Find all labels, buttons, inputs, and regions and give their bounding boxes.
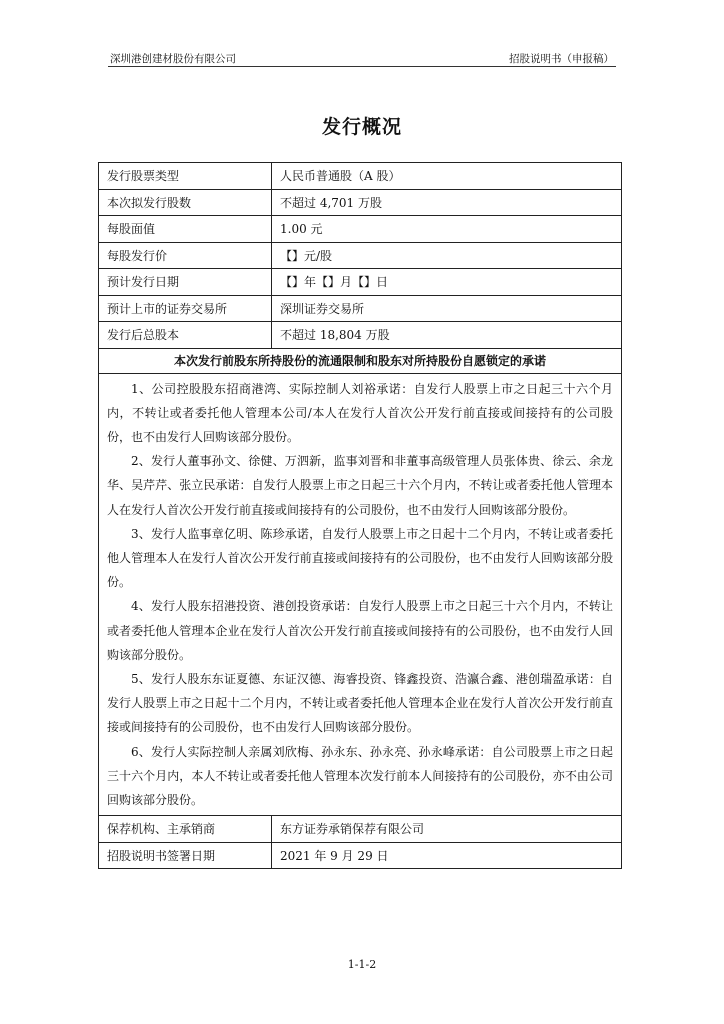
table-row bbox=[99, 842, 622, 869]
row-value: 不超过 18,804 万股 bbox=[272, 322, 622, 349]
table-row bbox=[99, 242, 622, 269]
table-row bbox=[99, 163, 622, 190]
row-label: 每股面值 bbox=[99, 216, 272, 243]
commitments-body bbox=[99, 373, 622, 816]
table-row bbox=[99, 216, 622, 243]
table-row bbox=[99, 348, 622, 373]
row-value: 东方证券承销保荐有限公司 bbox=[272, 816, 622, 843]
row-value: 深圳证券交易所 bbox=[272, 295, 622, 322]
commitment-paragraph: 2、发行人董事孙文、徐健、万泗新，监事刘晋和非董事高级管理人员张体贵、徐云、余龙华、吴芹芹、张立民承诺：自发行人股票上市之日起三十六个月内，不转让或者委托他人管理本人在发行人首次公开发行前直接或间接持有的公司股份，也不由发行人回购该部分股份。 bbox=[107, 454, 613, 517]
header-company-name: 深圳港创建材股份有限公司 bbox=[110, 53, 236, 65]
table-row bbox=[99, 189, 622, 216]
commitment-paragraph: 1、公司控股股东招商港湾、实际控制人刘裕承诺：自发行人股票上市之日起三十六个月内，不转让或者委托他人管理本公司/本人在发行人首次公开发行前直接或间接持有的公司股份，也不由发行人回购该部分股份。 bbox=[107, 381, 613, 444]
row-value: 人民币普通股（A 股） bbox=[272, 163, 622, 190]
table-row bbox=[99, 373, 622, 816]
commitments-heading: 本次发行前股东所持股份的流通限制和股东对所持股份自愿锁定的承诺 bbox=[99, 348, 622, 373]
row-label: 发行后总股本 bbox=[99, 322, 272, 349]
row-label: 招股说明书签署日期 bbox=[99, 842, 272, 869]
page-title: 发行概况 bbox=[321, 116, 402, 138]
row-value: 1.00 元 bbox=[272, 216, 622, 243]
issuance-overview-table bbox=[98, 162, 622, 869]
row-value: 2021 年 9 月 29 日 bbox=[272, 842, 622, 869]
table-row bbox=[99, 816, 622, 843]
table-row bbox=[99, 269, 622, 296]
page-number: 1-1-2 bbox=[347, 958, 377, 971]
row-label: 预计发行日期 bbox=[99, 269, 272, 296]
row-label: 每股发行价 bbox=[99, 242, 272, 269]
commitment-paragraph: 6、发行人实际控制人亲属刘欣梅、孙永东、孙永亮、孙永峰承诺：自公司股票上市之日起三十六个月内，本人不转让或者委托他人管理本次发行前本人间接持有的公司股份，亦不由公司回购该部分股份。 bbox=[107, 744, 613, 807]
table-row bbox=[99, 322, 622, 349]
row-label: 保荐机构、主承销商 bbox=[99, 816, 272, 843]
table-row bbox=[99, 295, 622, 322]
row-label: 发行股票类型 bbox=[99, 163, 272, 190]
commitment-paragraph: 3、发行人监事章亿明、陈珍承诺，自发行人股票上市之日起十二个月内，不转让或者委托他人管理本人在发行人首次公开发行前直接或间接持有的公司股份，也不由发行人回购该部分股份。 bbox=[107, 526, 613, 590]
row-value: 不超过 4,701 万股 bbox=[272, 189, 622, 216]
row-value: 【】元/股 bbox=[272, 242, 622, 269]
page-header bbox=[108, 48, 616, 67]
commitment-paragraph: 4、发行人股东招港投资、港创投资承诺：自发行人股票上市之日起三十六个月内，不转让或者委托他人管理本企业在发行人首次公开发行前直接或间接持有的公司股份，也不由发行人回购该部分股份。 bbox=[107, 599, 613, 662]
row-label: 预计上市的证券交易所 bbox=[99, 295, 272, 322]
row-value: 【】年【】月【】日 bbox=[272, 269, 622, 296]
commitment-paragraph: 5、发行人股东东证夏德、东证汉德、海睿投资、锋鑫投资、浩瀛合鑫、港创瑞盈承诺：自发行人股票上市之日起十二个月内，不转让或者委托他人管理本企业在发行人首次公开发行前直接或间接持有的公司股份，也不由发行人回购该部分股份。 bbox=[107, 671, 613, 735]
header-document-type: 招股说明书（申报稿） bbox=[509, 53, 614, 65]
row-label: 本次拟发行股数 bbox=[99, 189, 272, 216]
